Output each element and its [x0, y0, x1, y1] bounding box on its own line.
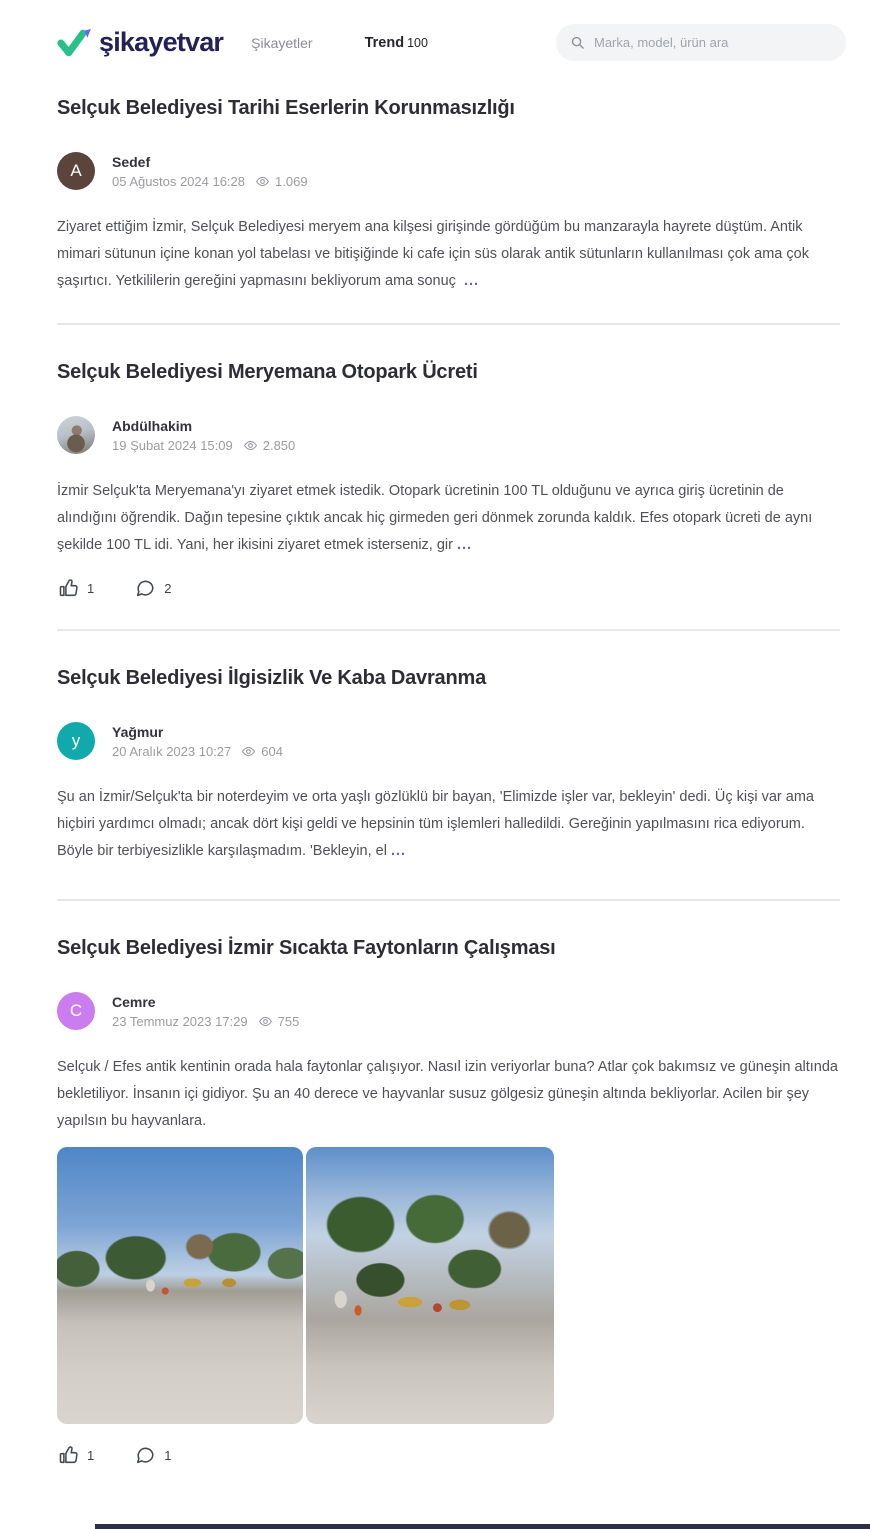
sikayetvar-logo[interactable] — [57, 27, 223, 58]
trend-label: Trend — [364, 34, 405, 51]
comment-count: 1 — [164, 1447, 172, 1463]
complaint-card — [57, 901, 840, 1476]
view-counter — [241, 744, 283, 759]
avatar[interactable]: A — [57, 152, 95, 190]
nav-item-trend-100[interactable] — [365, 35, 428, 51]
body-text-content: İzmir Selçuk'ta Meryemana'yı ziyaret etmek istedik. Otopark ücretinin 100 TL olduğunu ve ayrıca giriş ücretinin de alındığını öğrendik. Dağın tepesine çıktık ancak hiç girmeden geri dönmek zorunda kaldık. Efes otopark ücreti de aynı şekilde 100 TL idi. Yani, her ikisini ziyaret etmek isterseniz, gir — [57, 483, 813, 553]
like-button[interactable] — [57, 1444, 94, 1466]
user-meta — [112, 724, 283, 759]
complaint-title[interactable]: Selçuk Belediyesi Tarihi Eserlerin Korunmasızlığı — [57, 97, 515, 119]
comment-button[interactable] — [134, 577, 171, 599]
avatar[interactable]: y — [57, 722, 95, 760]
meta-line — [112, 1014, 299, 1029]
comment-button[interactable] — [134, 1444, 171, 1466]
user-row — [57, 152, 840, 190]
user-row — [57, 992, 840, 1030]
fayton-photo-2[interactable] — [306, 1147, 554, 1424]
read-more-link[interactable]: ... — [464, 273, 480, 289]
footer-strip — [95, 1524, 870, 1529]
like-count: 1 — [87, 580, 95, 596]
user-name[interactable]: Cemre — [112, 993, 156, 1010]
thumbs-up-icon — [57, 1444, 79, 1466]
complaint-title[interactable]: Selçuk Belediyesi İzmir Sıcakta Faytonların Çalışması — [57, 937, 556, 959]
comment-bubble-icon — [134, 577, 156, 599]
complaint-date: 19 Şubat 2024 15:09 — [112, 437, 233, 453]
complaint-date: 20 Aralık 2023 10:27 — [112, 743, 232, 759]
view-count: 2.850 — [262, 437, 296, 453]
logo-checkmark-icon — [57, 28, 93, 58]
header — [0, 0, 870, 87]
actions-row — [57, 571, 840, 609]
user-meta — [112, 418, 295, 453]
user-name[interactable]: Abdülhakim — [112, 417, 193, 434]
view-counter — [258, 1014, 300, 1029]
view-counter — [255, 174, 308, 189]
complaint-photos — [57, 1147, 554, 1424]
complaint-title[interactable]: Selçuk Belediyesi İlgisizlik Ve Kaba Davranma — [57, 667, 486, 689]
user-name[interactable]: Sedef — [112, 153, 151, 170]
body-text-content: Ziyaret ettiğim İzmir, Selçuk Belediyesi meryem ana kilşesi girişinde gördüğüm bu manzarayla hayrete düştüm. Antik mimari sütunun içine konan yol tabelası ve bitişiğinde ki cafe için süs olarak antik sütunların kullanılması çok ama çok şaşırtıcı. Yetkililerin gereğini yapmasını bekliyorum ama sonuç — [57, 219, 809, 289]
complaint-body — [57, 214, 840, 295]
complaint-body — [57, 478, 840, 559]
user-meta — [112, 154, 308, 189]
main-nav — [251, 35, 428, 51]
like-button[interactable] — [57, 577, 94, 599]
user-name[interactable]: Yağmur — [112, 723, 164, 740]
meta-line — [112, 438, 295, 453]
read-more-link[interactable]: ... — [457, 537, 473, 553]
avatar-photo[interactable] — [57, 416, 95, 454]
eye-icon — [255, 174, 270, 189]
eye-icon — [243, 438, 258, 453]
complaint-card — [57, 87, 840, 325]
view-count: 755 — [277, 1013, 300, 1029]
thumbs-up-icon — [57, 577, 79, 599]
complaint-card — [57, 631, 840, 901]
user-row — [57, 416, 840, 454]
like-count: 1 — [87, 1447, 95, 1463]
complaint-body — [57, 784, 840, 865]
view-count: 1.069 — [275, 173, 308, 189]
user-meta — [112, 994, 299, 1029]
eye-icon — [258, 1014, 273, 1029]
nav-item-sikayetler[interactable]: Şikayetler — [251, 34, 313, 51]
search-box[interactable] — [556, 24, 846, 61]
complaint-title[interactable]: Selçuk Belediyesi Meryemana Otopark Ücreti — [57, 361, 478, 383]
search-icon — [570, 35, 585, 50]
fayton-photo-1[interactable] — [57, 1147, 303, 1424]
actions-row — [57, 1438, 840, 1476]
user-row — [57, 722, 840, 760]
avatar[interactable]: C — [57, 992, 95, 1030]
trend-count: 100 — [407, 35, 428, 50]
meta-line — [112, 174, 308, 189]
complaint-card — [57, 325, 840, 631]
comment-bubble-icon — [134, 1444, 156, 1466]
comment-count: 2 — [164, 580, 172, 596]
read-more-link[interactable]: ... — [390, 843, 407, 859]
logo-wordmark: şikayetvar — [99, 27, 224, 57]
body-text-content: Selçuk / Efes antik kentinin orada hala faytonlar çalışıyor. Nasıl izin veriyorlar buna? Atlar çok bakımsız ve güneşin altında bekletiliyor. İnsanın içi gidiyor. Şu an 40 derece ve hayvanlar susuz gölgesiz güneşin altında bekliyorlar. Acilen bir şey yapılsın bu hayvanlara. — [57, 1059, 838, 1129]
eye-icon — [241, 744, 256, 759]
view-count: 604 — [261, 743, 283, 759]
complaint-date: 23 Temmuz 2023 17:29 — [112, 1013, 248, 1029]
complaint-body — [57, 1054, 840, 1135]
search-input[interactable] — [594, 35, 832, 50]
complaint-date: 05 Ağustos 2024 16:28 — [112, 173, 246, 189]
body-text-content: Şu an İzmir/Selçuk'ta bir noterdeyim ve orta yaşlı gözlüklü bir bayan, 'Elimizde işler var, bekleyin' dedi. Üç kişi var ama hiçbiri yardımcı olmadı; ancak dört kişi geldi ve hepsinin tüm işlemleri halledildi. Gereğinin yapılmasını rica ediyorum. Böyle bir terbiyesizlikle karşılaşmadım. 'Bekleyin, el — [57, 789, 814, 859]
view-counter — [243, 438, 296, 453]
complaint-list — [0, 87, 870, 1476]
meta-line — [112, 744, 283, 759]
